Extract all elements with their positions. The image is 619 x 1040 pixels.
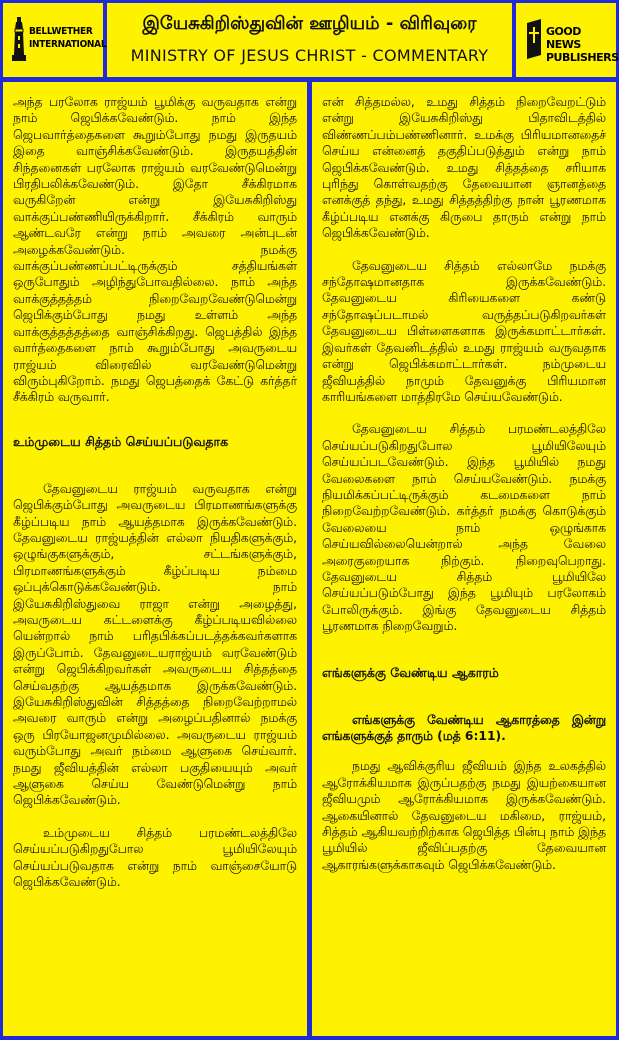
left-logo-text bbox=[29, 25, 106, 51]
bible-icon bbox=[526, 17, 542, 61]
right-logo-line2: PUBLISHERS bbox=[546, 51, 619, 64]
page-header bbox=[3, 3, 619, 77]
right-logo-text bbox=[546, 25, 619, 64]
section-heading: எங்களுக்கு வேண்டிய ஆகாரம் bbox=[322, 664, 499, 680]
left-logo-line1: BELLWETHER bbox=[29, 26, 93, 37]
paragraph: அந்த பரலோக ராஜ்யம் பூமிக்கு வருவதாக என்று நாம் ஜெபிக்கவேண்டும். நாம் இந்த ஜெபவார்த்தைகளை கூறும்போது நமது இருதயம் இதை வாஞ்சிக்கவேண்டும். இருதயத்தின் சிந்தனைகள் பரலோக ராஜ்யம் வரவேண்டுமென்று பிரதிபலிக்கவேண்டும். இதோ சீக்கிரமாக வருகிறேன் என்று இயேசுகிறிஸ்து வாக்குப்பண்ணியிருக்கிறார். சீக்கிரம் வாரும் ஆண்டவரே என்று நாம் அவரை அன்புடன் அழைக்கவேண்டும். நமக்கு வாக்குப்பண்ணப்பட்டிருக்கும் சத்தியங்கள் ஒருபோதும் அழிந்துபோவதில்லை. நாம் அந்த வாக்குத்தத்தம் நிறைவேறவேண்டுமென்று ஜெபிக்கும்போது நமது உள்ளம் அந்த வாக்குத்தத்தத்தை வாஞ்சிக்கிறது. ஜெபத்தில் இந்த வார்த்தைகளை நாம் கூறும்போது அவருடைய ராஜ்யம் விரைவில் வரவேண்டுமென்று விரும்புகிறோம். நமது ஜெபத்தைக் கேட்டு கர்த்தர் சீக்கிரம் வருவார். bbox=[13, 95, 297, 405]
right-logo-line1: GOOD NEWS bbox=[546, 25, 581, 51]
left-logo-line2: INTERNATIONAL bbox=[29, 39, 107, 50]
right-column bbox=[312, 82, 616, 1036]
page-title-english: MINISTRY OF JESUS CHRIST - COMMENTARY bbox=[130, 46, 489, 65]
paragraph: உம்முடைய சித்தம் பரமண்டலத்திலே செய்யப்படுகிறதுபோல பூமியிலேயும் செய்யப்படுவதாக என்று நாம் வாஞ்சையோடு ஜெபிக்கவேண்டும். bbox=[13, 825, 297, 890]
left-column bbox=[3, 82, 307, 1036]
section-heading: உம்முடைய சித்தம் செய்யப்படுவதாக bbox=[13, 433, 229, 449]
title-panel bbox=[107, 3, 512, 77]
paragraph: தேவனுடைய ராஜ்யம் வருவதாக என்று ஜெபிக்கும்போது அவருடைய பிரமாணங்களுக்கு கீழ்ப்படிய நாம் ஆயத்தமாக இருக்கவேண்டும். தேவனுடைய ராஜ்யத்தின் எல்லா நியதிகளுக்கும், ஒழுங்குகளுக்கும், சட்டங்களுக்கும், பிரமாணங்களுக்கும் கீழ்ப்படிய நம்மை ஒப்புக்கொடுக்கவேண்டும். நாம் இயேசுகிறிஸ்துவை ராஜா என்று அழைத்து, அவருடைய கட்டளைக்கு கீழ்ப்படியவில்லை யென்றால் நாம் பரிதபிக்கப்படத்தக்கவர்களாக இருப்போம். தேவனுடையராஜ்யம் வரவேண்டும் என்று ஜெபிக்கிறவர்கள் அவருடைய சித்தத்தை செய்வதற்கு ஆயத்தமாக இருக்கவேண்டும். இயேசுகிறிஸ்துவின் சித்தத்தை நிறைவேற்றாமல் அவரை வாரும் என்று அழைப்பதினால் நமக்கு ஒரு பிரயோஜனமுமில்லை. அவருடைய ராஜ்யம் வரும்போது அவர் நம்மை ஆளுகை செய்வார். நமது ஜீவியத்தின் எல்லா பகுதியையும் அவர் ஆளுகை செய்ய வேண்டுமென்று நாம் ஜெபிக்கவேண்டும். bbox=[13, 481, 297, 808]
scripture-quote: எங்களுக்கு வேண்டிய ஆகாரத்தை இன்று எங்களுக்குத் தாரும் (மத் 6:11). bbox=[322, 712, 606, 743]
paragraph: தேவனுடைய சித்தம் எல்லாமே நமக்கு சந்தோஷமானதாக இருக்கவேண்டும். தேவனுடைய கிரியைகளை கண்டு சந்தோஷப்படாமல் வருத்தப்படுகிறவர்கள் தேவனுடைய பிள்ளைகளாக இருக்கமாட்டார்கள். இவர்கள் தேவனிடத்தில் உமது ராஜ்யம் வருவதாக என்று ஜெபிக்கமாட்டார்கள். நம்முடைய ஜீவியத்தில் நாமும் தேவனுக்கு பிரியமான காரியங்களை மாத்திரமே செய்யவேண்டும். bbox=[322, 258, 606, 404]
good-news-logo bbox=[516, 3, 619, 77]
paragraph: தேவனுடைய சித்தம் பரமண்டலத்திலே செய்யப்படுகிறதுபோல பூமியிலேயும் செய்யப்படவேண்டும். இந்த பூமியில் நமது வேலைகளை நாம் செய்யவேண்டும். நமக்கு நியமிக்கப்பட்டிருக்கும் கடமைகளை நாம் நிறைவேற்றவேண்டும். கர்த்தர் நமக்கு கொடுக்கும் வேலையை நாம் ஒழுங்காக செய்யவில்லையென்றால் அந்த வேலை அரைகுறையாக நிற்கும். நிறைவுபெறாது. தேவனுடைய சித்தம் பூமியிலே செய்யப்படும்போது இந்த பூமியும் பரலோகம் போலிருக்கும். இங்கு தேவனுடைய சித்தம் பூரணமாக நிறைவேறும். bbox=[322, 422, 606, 634]
paragraph: நமது ஆவிக்குரிய ஜீவியம் இந்த உலகத்தில் ஆரோக்கியமாக இருப்பதற்கு நமது இயற்கையான ஜீவியமும் ஆரோக்கியமாக இருக்கவேண்டும். ஆகையினால் தேவனுடைய மகிமை, ராஜ்யம், சித்தம் ஆகியவற்றிற்காக ஜெபித்த பின்பு நாம் இந்த பூமியில் ஜீவிப்பதற்கு தேவையான ஆகாரங்களுக்காகவும் ஜெபிக்கவேண்டும். bbox=[322, 759, 606, 872]
tower-icon bbox=[12, 17, 26, 61]
bellwether-logo bbox=[3, 3, 107, 77]
page-title-tamil: இயேசுகிறிஸ்துவின் ஊழியம் - விரிவுரை bbox=[142, 13, 477, 34]
paragraph: என் சித்தமல்ல, உமது சித்தம் நிறைவேறட்டும் என்று இயேசுகிறிஸ்து பிதாவிடத்தில் விண்ணப்பம்பண்ணினார். உமக்கு பிரியமானதைச் செய்ய என்னைத் தகுதிப்படுத்தும் என்று நாம் ஜெபிக்கவேண்டும். உமது சித்தத்தை சரியாக புரிந்து கொள்வதற்கு தேவையான ஞானத்தை எனக்குத் தந்து, உமது சித்தத்திற்கு நான் பூரணமாக கீழ்ப்படிய எனக்கு கிருபை தாரும் என்று நாம் ஜெபிக்கவேண்டும். bbox=[322, 95, 606, 241]
